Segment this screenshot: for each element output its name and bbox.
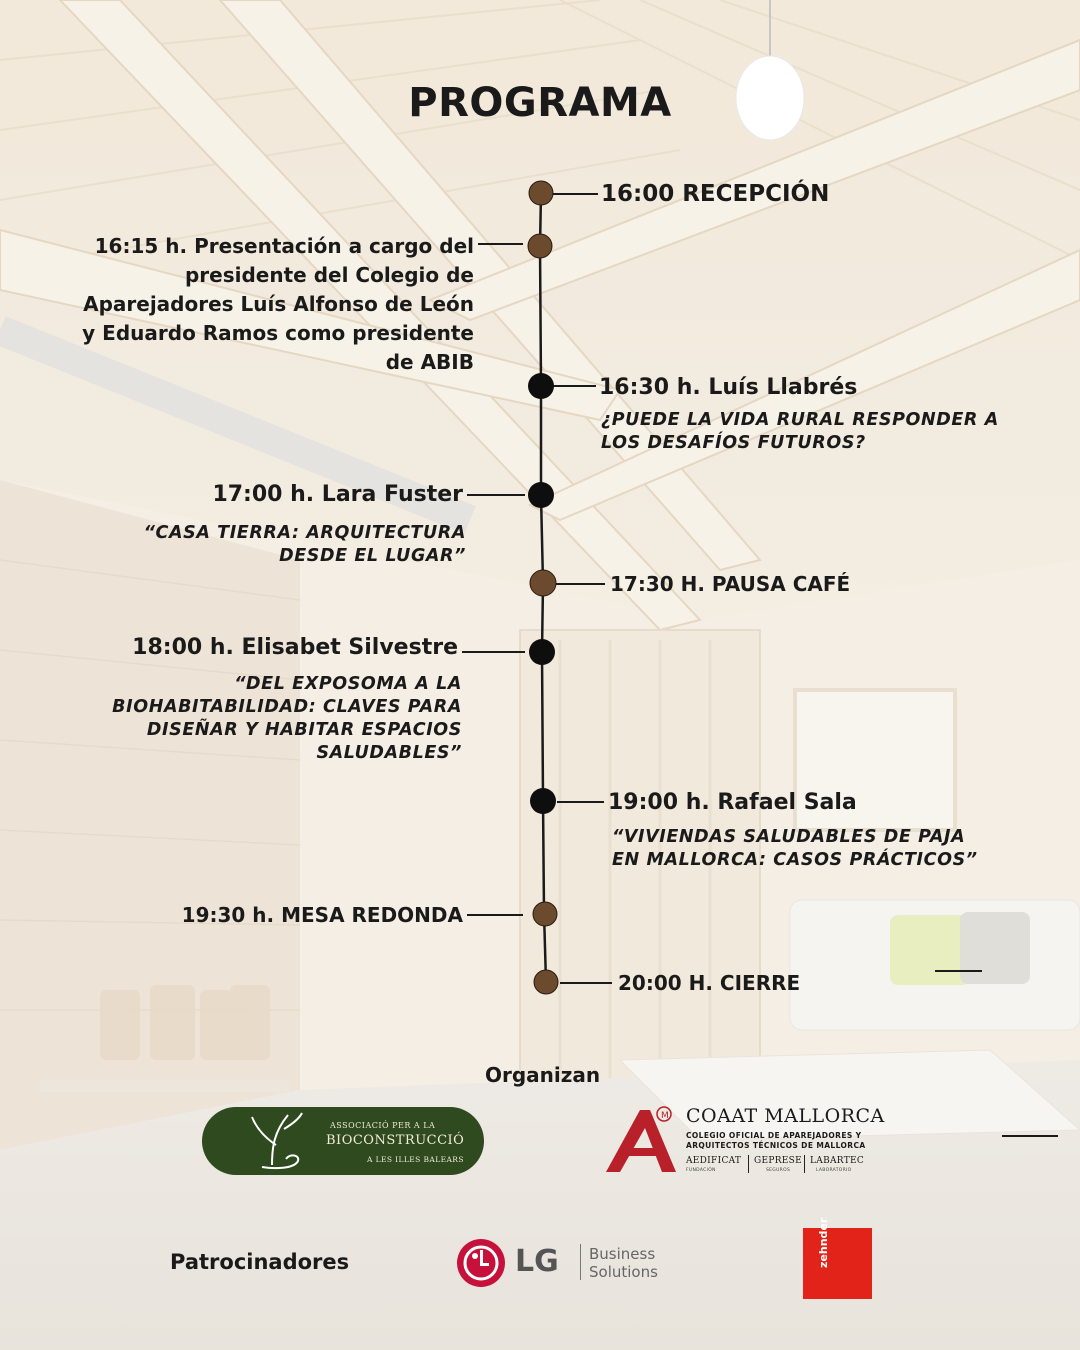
coaat-divider: [748, 1155, 749, 1173]
coaat-brand-sub-2: SEGUROS: [766, 1168, 791, 1173]
agenda-item-1-heading: 16:00 RECEPCIÓN: [601, 181, 830, 207]
timeline-dot-9: [534, 970, 558, 994]
agenda-item-4-heading: 17:00 h. Lara Fuster: [212, 482, 463, 507]
agenda-item-2-line: de ABIB: [385, 350, 474, 374]
subtitle-line: ¿PUEDE LA VIDA RURAL RESPONDER A: [601, 410, 999, 430]
coaat-logo: [604, 1104, 885, 1176]
agenda-item-7-subtitle: [612, 826, 978, 872]
subtitle-line: DISEÑAR Y HABITAR ESPACIOS: [146, 720, 462, 740]
agenda-item-9-heading: 20:00 H. CIERRE: [618, 971, 801, 995]
agenda-item-6-subtitle: [112, 673, 462, 765]
lg-brand: LG: [515, 1244, 559, 1279]
agenda-item-2-line: presidente del Colegio de: [184, 263, 474, 287]
agenda-item-2-line: Aparejadores Luís Alfonso de León: [83, 292, 474, 316]
subtitle-line: DESDE EL LUGAR”: [279, 546, 466, 566]
agenda-item-2-line: 16:15 h. Presentación a cargo del: [94, 234, 474, 258]
lg-divider: [580, 1244, 581, 1280]
subtitle-line: LOS DESAFÍOS FUTUROS?: [601, 433, 866, 453]
agenda-item-2-heading: [82, 232, 474, 377]
agenda-item-7-heading: 19:00 h. Rafael Sala: [608, 790, 857, 815]
lg-logo: [456, 1238, 676, 1290]
coaat-sub-2: ARQUITECTOS TÉCNICOS DE MALLORCA: [686, 1141, 866, 1150]
subtitle-line: “VIVIENDAS SALUDABLES DE PAJA: [612, 827, 966, 847]
coaat-name: COAAT MALLORCA: [686, 1105, 885, 1127]
subtitle-line: EN MALLORCA: CASOS PRÁCTICOS”: [612, 850, 978, 870]
timeline-dot-4: [528, 482, 554, 508]
timeline-dot-1: [529, 181, 553, 205]
coaat-brand-labartec: LABARTEC: [810, 1156, 865, 1166]
agenda-item-5-heading: 17:30 H. PAUSA CAFÉ: [610, 572, 851, 596]
associacio-line-1: ASSOCIACIÓ PER A LA: [330, 1121, 436, 1130]
coaat-brand-aedificat: AEDIFICAT: [686, 1156, 742, 1166]
page-title: PROGRAMA: [408, 80, 672, 126]
timeline-dot-8: [533, 902, 557, 926]
timeline-dot-7: [530, 788, 556, 814]
subtitle-line: “CASA TIERRA: ARQUITECTURA: [143, 523, 466, 543]
associacio-line-2: BIOCONSTRUCCIÓ: [326, 1133, 465, 1148]
timeline-dot-5: [530, 570, 556, 596]
sponsors-label: Patrocinadores: [170, 1250, 350, 1274]
subtitle-line: BIOHABITABILIDAD: CLAVES PARA: [112, 697, 462, 717]
timeline-dot-2: [528, 234, 552, 258]
agenda-item-6-heading: 18:00 h. Elisabet Silvestre: [132, 635, 458, 660]
agenda-item-8-heading: 19:30 h. MESA REDONDA: [181, 903, 463, 927]
organizers-label: Organizan: [485, 1063, 601, 1087]
coaat-brand-geprese: GEPRESE: [754, 1156, 802, 1166]
coaat-brand-sub-3: LABORATORIO: [816, 1168, 852, 1173]
coaat-divider: [804, 1155, 805, 1173]
agenda-item-2-line: y Eduardo Ramos como presidente: [82, 321, 474, 345]
zehnder-logo: [803, 1217, 872, 1299]
timeline-dot-3: [528, 373, 554, 399]
agenda-item-3-subtitle: [601, 409, 999, 455]
coaat-brand-sub-1: FUNDACIÓN: [686, 1168, 716, 1173]
agenda-item-4-subtitle: [144, 522, 466, 568]
coaat-sub-1: COLEGIO OFICIAL DE APAREJADORES Y: [686, 1131, 862, 1140]
svg-text:M: M: [661, 1111, 669, 1121]
lg-business: Business: [589, 1245, 656, 1263]
subtitle-line: “DEL EXPOSOMA A LA: [234, 674, 462, 694]
zehnder-text: zehnder: [817, 1217, 830, 1268]
timeline-dot-6: [529, 639, 555, 665]
coaat-a-mark-icon: [604, 1104, 678, 1174]
lg-solutions: Solutions: [589, 1263, 658, 1281]
lg-face-icon: [456, 1238, 506, 1288]
subtitle-line: SALUDABLES”: [316, 743, 462, 763]
agenda-item-3-heading: 16:30 h. Luís Llabrés: [599, 375, 858, 400]
associacio-line-3: A LES ILLES BALEARS: [367, 1155, 464, 1164]
associacio-logo: [202, 1107, 484, 1175]
